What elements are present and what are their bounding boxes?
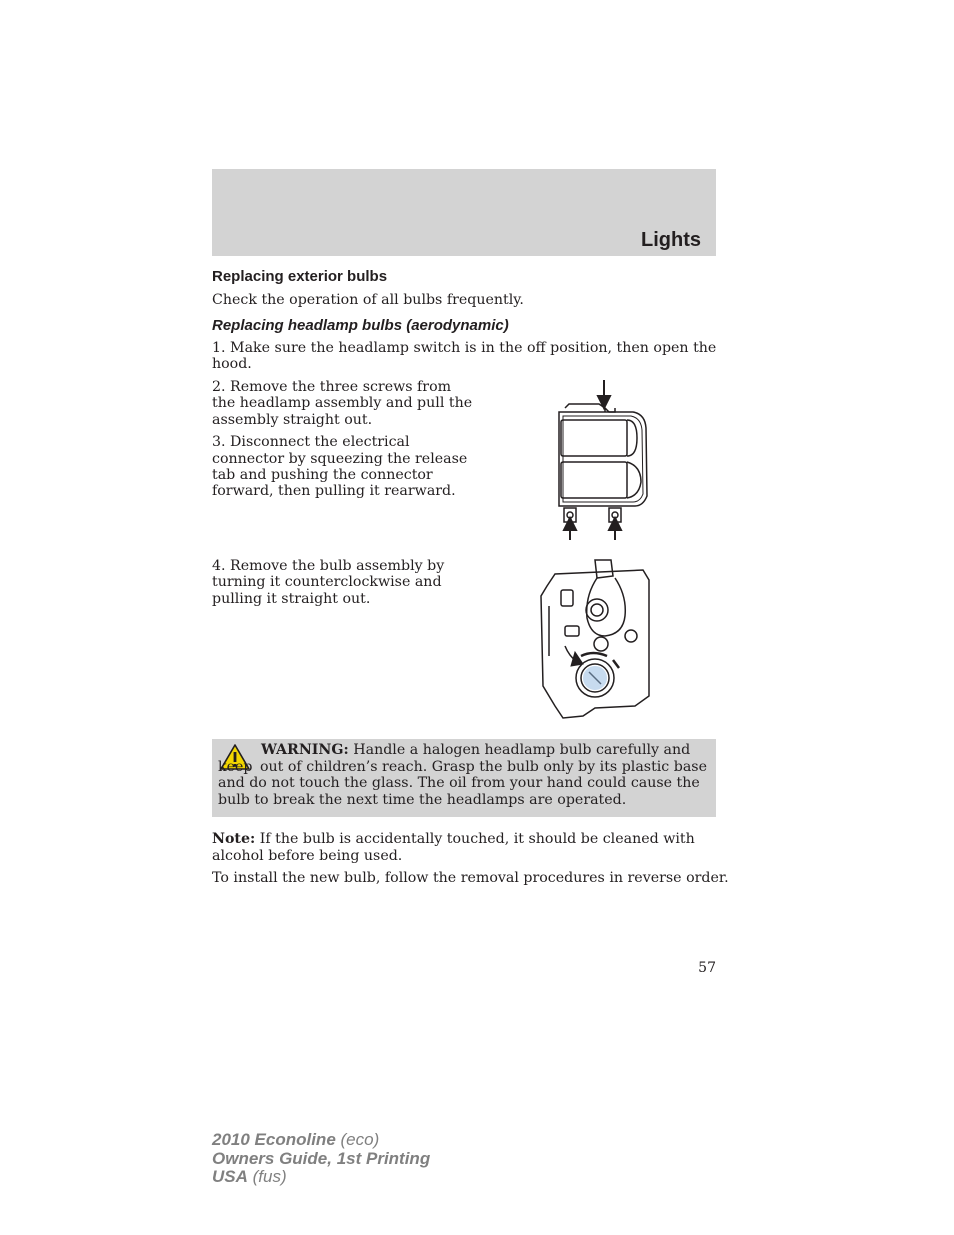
step-3-line-2: connector by squeezing the release — [212, 451, 468, 467]
page-number: 57 — [698, 960, 716, 976]
footer-publication-info — [212, 1131, 430, 1187]
warning-box — [212, 739, 716, 817]
note-line-1 — [212, 831, 695, 848]
section-title: Lights — [641, 229, 701, 251]
step-4-line-1: 4. Remove the bulb assembly by — [212, 558, 445, 574]
note-text-1: If the bulb is accidentally touched, it should be cleaned with — [255, 831, 695, 847]
footer-printing: Owners Guide, 1st Printing — [212, 1148, 431, 1168]
step-2-line-1: 2. Remove the three screws from — [212, 379, 452, 395]
step-1-line-2: hood. — [212, 356, 252, 372]
step-2-line-2: the headlamp assembly and pull the — [212, 395, 473, 411]
footer-model-code: (eco) — [335, 1130, 380, 1149]
note-line-2: alcohol before being used. — [212, 848, 403, 864]
intro-paragraph: Check the operation of all bulbs frequently. — [212, 292, 524, 308]
warning-label: WARNING: — [261, 742, 349, 758]
heading-replacing-exterior-bulbs: Replacing exterior bulbs — [212, 268, 388, 285]
warning-line-2: out of children’s reach. Grasp the bulb only by its plastic base — [260, 759, 707, 775]
section-header-band — [212, 169, 716, 256]
note-label: Note: — [212, 831, 256, 847]
headlamp-assembly-illustration — [545, 378, 655, 543]
footer-market-code: (fus) — [247, 1167, 287, 1186]
footer-market: USA — [212, 1167, 248, 1186]
install-paragraph: To install the new bulb, follow the removal procedures in reverse order. — [212, 870, 729, 886]
step-3-line-3: tab and pushing the connector — [212, 467, 433, 483]
warning-line-4: bulb to break the next time the headlamps are operated. — [218, 792, 627, 808]
subheading-headlamp-bulbs: Replacing headlamp bulbs (aerodynamic) — [212, 317, 509, 334]
step-1-line-1: 1. Make sure the headlamp switch is in the off position, then open the — [212, 340, 717, 356]
warning-line-3: and do not touch the glass. The oil from your hand could cause the — [218, 775, 700, 791]
footer-model: 2010 Econoline — [212, 1130, 336, 1149]
step-4-line-2: turning it counterclockwise and — [212, 574, 442, 590]
warning-line-1: Handle a halogen headlamp bulb carefully and keep — [218, 742, 691, 775]
step-2-line-3: assembly straight out. — [212, 412, 373, 428]
step-4-line-3: pulling it straight out. — [212, 591, 371, 607]
step-3-line-1: 3. Disconnect the electrical — [212, 434, 410, 450]
bulb-assembly-rotation-illustration — [535, 556, 655, 724]
step-3-line-4: forward, then pulling it rearward. — [212, 483, 456, 499]
